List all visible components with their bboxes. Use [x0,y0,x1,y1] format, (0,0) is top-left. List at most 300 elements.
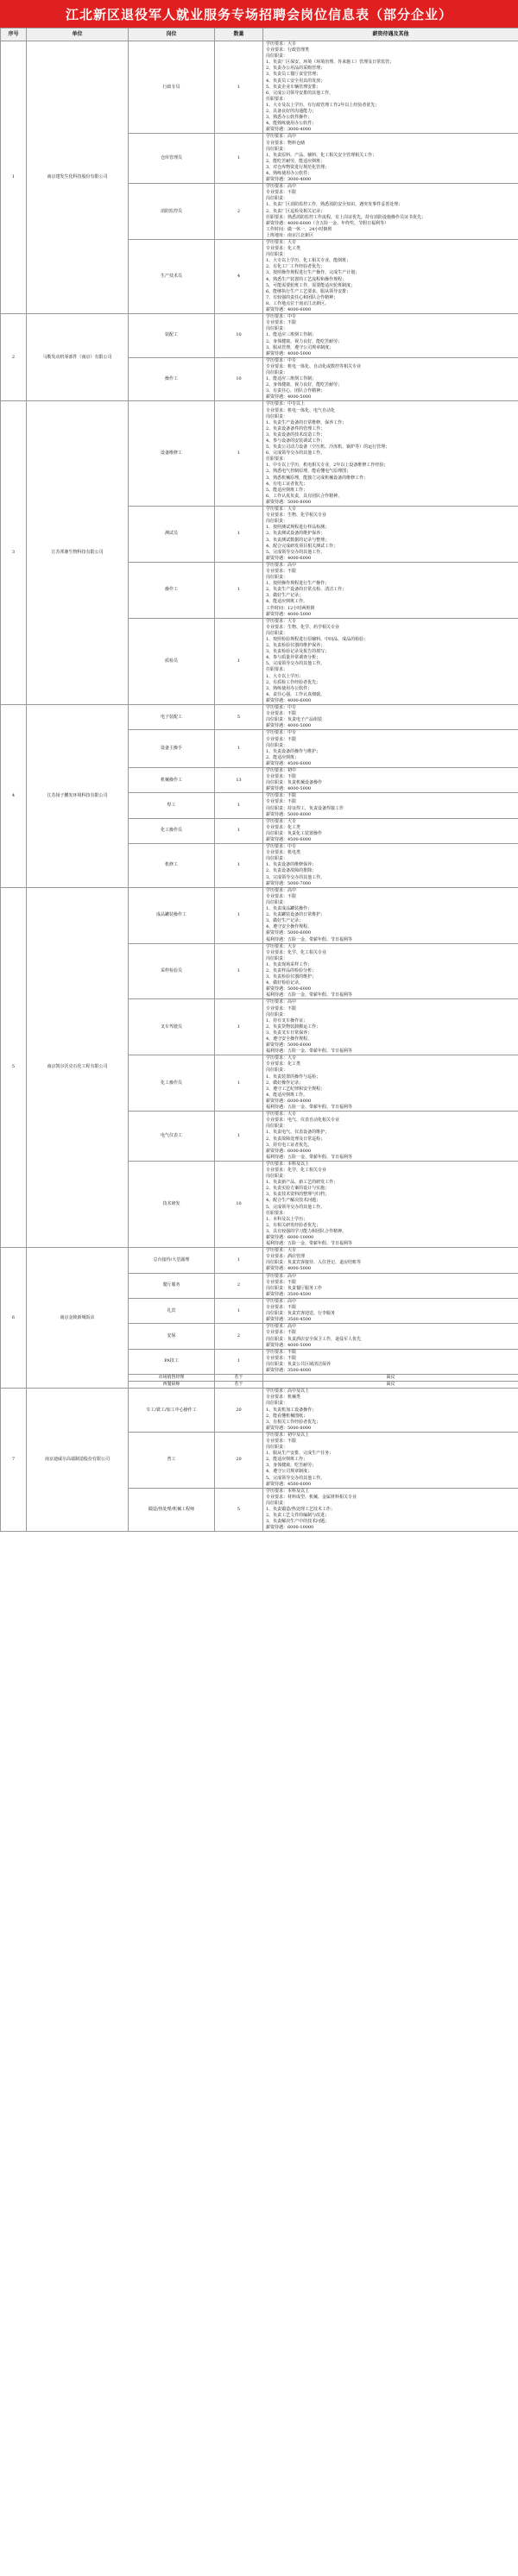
detail-line: 岗位职责：负责电子产品组装 [266,717,323,723]
position-detail [263,1055,518,1112]
detail-line: 4、遵守安全操作规程。 [266,924,313,930]
detail-line: 4、能适应倒班工作。 [266,1092,308,1098]
detail-line: 薪资待遇：4000-5000 [266,394,312,400]
company-name: 江苏扬子鹏发环境科技有限公司 [27,705,129,888]
detail-line: 专业要求：不限 [266,1305,297,1311]
detail-line: 6、工作认真负责，具有团队合作精神。 [266,493,343,499]
position-name: 锻造/热处理/机械工程师 [129,1488,215,1532]
detail-line: 2、负责样品的检验分析； [266,967,317,973]
detail-line: 2、能看懂机械图纸； [266,1413,308,1419]
detail-line: 7、有较强的责任心和团队合作精神； [266,294,338,300]
detail-line: 薪资待遇：6000-8000 [266,1098,312,1104]
detail-line: 3、完成领导交办的其他工作。 [266,874,325,880]
position-detail [263,357,518,401]
detail-line: 专业要求：不限 [266,1355,297,1361]
detail-line: 3、熟悉办公软件操作； [266,115,313,121]
detail-line: 岗位职责： [266,1011,288,1017]
position-detail [263,943,518,999]
detail-line: 学历要求：中专以上 [266,401,306,407]
position-name: 装配工 [129,314,215,358]
detail-line: 岗位职责： [266,575,288,581]
detail-line: 专业要求：生物、化学相关专业 [266,513,327,519]
detail-line: 专业要求：不限 [266,774,297,780]
position-detail [263,507,518,563]
detail-line: 5、完成领导交办的其他工作。 [266,661,325,667]
position-detail [263,314,518,358]
table-row [1,41,518,134]
detail-line: 6、能够执行生产工艺要求，服从领导安排； [266,288,351,294]
position-detail [263,240,518,314]
detail-line: 3、熟练使用办公软件； [266,685,313,691]
detail-line: 5、能适应倒班工作； [266,487,308,493]
detail-line: 2、负责工艺文件的编制与改进； [266,1513,330,1519]
detail-line: 岗位职责： [266,1124,288,1130]
detail-line: 2、身体健康，视力良好，能吃苦耐劳； [266,382,343,388]
row-number: 2 [1,314,27,401]
position-detail [263,705,518,730]
detail-line: 学历要求：高中 [266,1298,297,1304]
col-header-count: 数量 [215,28,263,41]
detail-line: 薪资待遇：4000-5000 [266,1266,312,1272]
detail-line: 岗位职责： [266,54,288,60]
detail-line: 2、有质检工作经验者优先； [266,679,321,685]
detail-line: 上班地址：南京江北新区 [266,232,314,238]
detail-line: 2、能适应倒班； [266,754,300,760]
detail-line: 专业要求：机械类 [266,1395,301,1401]
position-name: 市场销售经理 [129,1375,215,1382]
detail-line: 薪资待遇：6000-10000 [266,1525,314,1531]
detail-line: 薪资待遇：4000-6000 [266,307,312,313]
detail-line: 2、做好操作记录； [266,1080,304,1086]
detail-line: 1、负责新产品、新工艺的研发工作； [266,1180,338,1186]
detail-line: 1、大专以上学历，化工相关专业，能倒班； [266,258,351,264]
detail-line: 3、按照操作规程进行生产操作，完成生产计划； [266,270,360,276]
detail-line: 1、负责设备的维修保养； [266,862,317,868]
position-name: 礼宾 [129,1298,215,1323]
detail-line: 薪资待遇：3000-4000 [266,127,312,133]
detail-line: 岗位职责：负责酒店安全保卫工作，退役军人优先 [266,1336,362,1342]
detail-line: 专业要求：化工类 [266,246,301,252]
detail-line: 岗位职责： [266,1445,288,1451]
detail-line: 1、按照操作规程进行生产操作； [266,581,330,587]
position-detail [263,793,518,818]
detail-line: 薪资待遇：4000-6000 [266,697,312,703]
position-count: 1 [215,401,263,507]
position-detail [263,1389,518,1433]
table-row [1,887,518,943]
detail-line: 薪资待遇：4000-5000 [266,786,312,792]
table-row [1,314,518,358]
detail-line: 1、能适应三班倒工作制； [266,332,317,338]
detail-line: 1、负责设备的操作与维护； [266,748,321,754]
detail-line: 2、有相关研发经验者优先； [266,1222,321,1228]
table-body [1,41,518,1532]
position-count: 1 [215,1298,263,1323]
detail-line: 3、负责叉车日常保养； [266,1030,313,1036]
page-title: 江北新区退役军人就业服务专场招聘会岗位信息表（部分企业） [0,0,518,28]
position-name: 成品罐装操作工 [129,887,215,943]
position-count: 1 [215,1112,263,1162]
detail-line: 专业要求：材料成型、机械、金属材料相关专业 [266,1494,357,1500]
detail-line: 3、负责测试数据的记录与整理； [266,537,330,543]
detail-line: 岗位职责： [266,1068,288,1074]
company-name: 江苏邦鼎生物科技有限公司 [27,401,129,705]
detail-line: 3、做好生产记录； [266,593,304,599]
position-count: 1 [215,999,263,1055]
detail-line: 3、有责任心，团队合作精神； [266,388,325,394]
detail-line: 专业要求：不限 [266,1439,297,1444]
detail-line: 1、中专以上学历，机电相关专业，2年以上设备维修工作经验； [266,463,388,469]
detail-line: 2、负责检验仪器的维护保养； [266,643,325,649]
detail-line: 岗位职责：负责宾客接待、入住登记、退房结账等 [266,1260,362,1266]
detail-line: 5、完成领导交办的其他工作。 [266,549,325,555]
detail-line: 1、负责生产设备的日常维修、保养工作； [266,419,347,425]
detail-line: 2、负责设备故障的排除； [266,868,317,874]
detail-line: 1、负责机加工设备操作； [266,1407,317,1413]
detail-line: 学历要求：高中及以上 [266,1389,310,1395]
position-count: 1 [215,844,263,888]
detail-line: 专业要求：化工类 [266,1061,301,1068]
detail-line: 薪资待遇：5000-8000 [266,811,312,817]
detail-line: 学历要求：中专 [266,705,297,711]
position-count: 1 [215,618,263,704]
detail-line: 专业要求：机电类 [266,850,301,856]
detail-line: 5、完成领导交办的其他工作。 [266,1204,325,1210]
detail-line: 岗位职责： [266,1500,288,1506]
position-detail [263,1375,518,1382]
detail-line: 岗位职责： [266,146,288,152]
detail-line: 专业要求：不限 [266,190,297,196]
detail-line: 薪资待遇：4000-6000 [266,555,312,561]
detail-line: 2、熟悉电气控制原理，能看懂电气原理图； [266,469,351,475]
detail-line: 2、负责生产设备的日常点检、清洁工作； [266,587,347,593]
row-number: 6 [1,1248,27,1389]
position-count: 1 [215,943,263,999]
position-detail [263,1488,518,1532]
company-name: 南京凯尔沃克石化工程有限公司 [27,887,129,1247]
position-name: 安保 [129,1324,215,1349]
detail-line: 5、完成领导交办的其他工作。 [266,1475,325,1481]
position-name: 化工操作员 [129,818,215,843]
detail-line: 专业要求：电气、仪表自动化相关专业 [266,1118,340,1124]
detail-line: 福利待遇：五险一金、带薪年假、节日福利等 [266,1049,353,1055]
position-detail [263,730,518,768]
detail-line: 1、负责现场采样工作； [266,961,313,967]
detail-line: 任职要求： [266,667,288,673]
position-name: 行政专员 [129,41,215,134]
position-count: 1 [215,41,263,134]
position-count: 若干 [215,1382,263,1389]
detail-line: 1、负责装置的操作与巡检； [266,1074,321,1080]
position-count: 1 [215,793,263,818]
position-count: 2 [215,184,263,240]
detail-line: 任职要求： [266,457,288,463]
detail-line: 薪资待遇：5000-8000 [266,1425,312,1431]
detail-line: 学历要求：高中 [266,1273,297,1279]
detail-line: 1、负责成品罐装操作； [266,906,313,912]
position-count: 1 [215,562,263,618]
position-name: 电子装配工 [129,705,215,730]
detail-line: 专业要求：化学、化工相关专业 [266,949,327,955]
detail-line: 薪资待遇：4000-5000 [266,611,312,617]
detail-line: 3、持有电工证者优先。 [266,1142,313,1148]
position-count: 10 [215,357,263,401]
detail-line: 学历要求：大专 [266,618,297,624]
detail-line: 3、负责解决生产中的技术问题； [266,1519,330,1525]
detail-line: 薪资待遇：5000-7000 [266,880,312,886]
position-name: 焊工 [129,793,215,818]
detail-line: 5、可能需要轮班工作，需要能适应轮班制度； [266,282,356,288]
detail-line: 4、能适应倒班工作。 [266,599,308,605]
detail-line: 3、负责检验记录及报告的填写； [266,649,330,655]
position-name: 西餐厨师 [129,1382,215,1389]
detail-line: 学历要求：大专 [266,943,297,949]
detail-line: 4、责任心强，工作认真细致。 [266,691,325,697]
position-detail [263,1298,518,1323]
detail-line: 2、能吃苦耐劳，能适应倒班； [266,158,325,164]
detail-line: 3、负责员工餐厅食堂管理； [266,72,321,78]
detail-line: 3、负责设备的技术改造工作； [266,431,325,438]
detail-line: 2、负责厂区巡检及相关记录； [266,208,325,214]
position-count: 2 [215,1273,263,1298]
position-count: 1 [215,887,263,943]
row-number: 1 [1,41,27,314]
detail-line: 专业要求：行政管理类 [266,47,310,54]
position-detail [263,41,518,134]
detail-line: 1、负责厂区保安、环境（环境治理、外来施工）管理及日常监管； [266,60,395,66]
position-name: 仓库管理员 [129,134,215,184]
detail-line: 1、能适应三班倒工作制； [266,376,317,382]
position-name: 质检员 [129,618,215,704]
detail-line: 4、做好检验记录。 [266,980,304,986]
row-number: 5 [1,887,27,1247]
detail-line: 学历要求：大专 [266,1112,297,1118]
detail-line: 岗位职责： [266,630,288,636]
detail-line: 1、服从生产安排，完成生产任务； [266,1451,334,1457]
detail-line: 专业要求：酒店管理 [266,1254,306,1260]
detail-line: 薪资待遇：4500-6000 [266,837,312,842]
detail-line: 岗位职责： [266,955,288,961]
detail-line: 学历要求：大专 [266,41,297,47]
position-count: 2 [215,1324,263,1349]
detail-line: 岗位职责：负责公共区域清洁保养 [266,1361,332,1367]
position-count: 1 [215,1349,263,1374]
detail-line: 4、参与质量异常调查分析； [266,655,321,661]
detail-line: 1、负责厂区消防监控工作，熟悉消防安全知识，遇突发事件妥善处理； [266,202,403,208]
position-name: 机械操作工 [129,767,215,792]
detail-line: 1、负责电气、仪表设备的维护； [266,1130,330,1136]
position-name: 操作工 [129,357,215,401]
company-name: 南京建发生化科技股份有限公司 [27,41,129,314]
position-name: 电气仪表工 [129,1112,215,1162]
position-count: 1 [215,730,263,768]
detail-line: 任职要求： [266,1210,288,1216]
detail-line: 3、做好生产记录； [266,918,304,924]
detail-line: 岗位职责： [266,856,288,862]
detail-line: 5、负责企业车辆管理安排； [266,84,321,90]
detail-line: 3、有相关工作经验者优先； [266,1419,321,1425]
detail-line: 专业要求：物料仓储 [266,140,306,146]
position-name: 化工操作员 [129,1055,215,1112]
detail-line: 学历要求：不限 [266,1349,297,1355]
position-name: 设备主操手 [129,730,215,768]
position-name: 操作工 [129,562,215,618]
detail-line: 薪资待遇：5000-6000 [266,1042,312,1049]
position-detail [263,184,518,240]
detail-line: 2、负责故障处理及日常巡检； [266,1136,325,1142]
detail-line: 学历要求：大专 [266,1248,297,1254]
detail-line: 3、身体健康，吃苦耐劳； [266,1463,317,1469]
detail-line: 学历要求：初中 [266,767,297,773]
detail-line: 专业要求：不限 [266,736,297,742]
detail-line: 2、身体健康，视力良好，能吃苦耐劳； [266,338,343,344]
detail-line: 薪资待遇：4000-5000 [266,723,312,729]
detail-line: 薪资待遇：3500-4500 [266,1291,312,1297]
detail-line: 2、负责实验方案的设计与实施； [266,1186,330,1192]
detail-line: 4、熟练使用办公软件； [266,170,313,176]
detail-line: 2、负责货物装卸搬运工作； [266,1023,321,1030]
detail-line: 2、具备良好的沟通能力； [266,109,317,115]
position-name: 车工/铣工/加工中心操作工 [129,1389,215,1433]
detail-line: 学历要求：高中 [266,184,297,190]
detail-line: 学历要求：本科及以上 [266,1161,310,1167]
col-header-position: 岗位 [129,28,215,41]
position-count: 1 [215,507,263,563]
detail-line: 岗位职责： [266,196,288,202]
detail-line: 薪资待遇：6000-8000 [266,1148,312,1154]
detail-line: 岗位职责： [266,413,288,419]
detail-line: 1、按照测试规程进行样品检测； [266,525,330,531]
position-count: 5 [215,705,263,730]
detail-line: 岗位职责：负责餐厅服务工作 [266,1285,323,1291]
detail-line: 1、负责原料、产品、辅料、化工相关安全管理相关工作； [266,152,377,158]
detail-line: 学历要求：初中及以上 [266,1432,310,1438]
position-name: 普工 [129,1432,215,1488]
detail-line: 学历要求：高中 [266,562,297,568]
detail-line: 薪资待遇：4500-6000 [266,1481,312,1487]
detail-line: 3、服从管理，遵守公司规章制度； [266,344,334,350]
detail-line: 1、按照检验规程进行原辅料、中间品、成品的检验； [266,637,369,642]
position-name: 采样检验员 [129,943,215,999]
position-detail [263,1248,518,1273]
position-name: PA技工 [129,1349,215,1374]
detail-line: 福利待遇：五险一金、带薪年假、节日福利等 [266,1241,353,1247]
detail-line: 岗位职责： [266,1401,288,1407]
position-detail [263,134,518,184]
detail-line: 2、能适应倒班工作； [266,1457,308,1463]
detail-line: 学历要求：高中 [266,1324,297,1330]
detail-line: 学历要求：大专 [266,1055,297,1061]
position-count: 20 [215,1432,263,1488]
position-detail [263,1432,518,1488]
position-count: 5 [215,1488,263,1532]
detail-line: 学历要求：高中 [266,887,297,893]
position-count: 13 [215,767,263,792]
detail-line: 2、负责罐装设备的日常维护； [266,912,325,918]
detail-line: 学历要求：不限 [266,793,297,799]
detail-line: 学历要求：中专 [266,730,297,736]
position-detail [263,562,518,618]
position-name: 测试员 [129,507,215,563]
position-count: 若干 [215,1375,263,1382]
table-row [1,705,518,730]
detail-line: 学历要求：高中 [266,134,297,140]
detail-line: 薪资待遇：5000-8000 [266,499,312,505]
position-count: 1 [215,134,263,184]
detail-line: 1、本科及以上学历； [266,1216,308,1222]
detail-line: 4、配合完成研发项目相关测试工作； [266,543,338,549]
detail-line: 薪资待遇：5000-6000 [266,986,312,992]
detail-line: 岗位职责： [266,252,288,258]
detail-line: 学历要求：大专 [266,240,297,245]
position-detail [263,999,518,1055]
detail-line: 专业要求：不限 [266,320,297,326]
position-count: 1 [215,1055,263,1112]
position-detail [263,1161,518,1247]
detail-line: 2、负责办公用品的采购管理； [266,66,325,72]
detail-line: 岗位职责：负责机械设备操作 [266,780,323,786]
table-bottom-space [0,1532,518,1558]
detail-line: 专业要求：不限 [266,1279,297,1285]
detail-line: 专业要求：生物、化学、药学相关专业 [266,624,340,630]
row-number: 7 [1,1389,27,1532]
detail-line: 福利待遇：五险一金、带薪年假、节日福利等 [266,992,353,998]
position-detail [263,1324,518,1349]
detail-line: 面议 [386,1375,395,1381]
company-name: 马勒发动机零部件（南京）有限公司 [27,314,129,401]
detail-line: 6、完成领导交办的其他工作。 [266,450,325,457]
position-detail [263,1273,518,1298]
col-header-no: 序号 [1,28,27,41]
detail-line: 薪资待遇：3500-4500 [266,1317,312,1323]
position-count: 10 [215,314,263,358]
detail-line: 岗位职责：负责化工装置操作 [266,830,323,836]
row-number: 3 [1,401,27,705]
detail-line: 4、遵守公司规章制度； [266,1469,313,1475]
detail-line: 1、大专以上学历； [266,673,304,679]
detail-line: 2、有化工厂工作经验者优先； [266,264,325,270]
detail-line: 专业要求：化工类 [266,824,301,830]
detail-line: 薪资待遇：3500-4000 [266,1367,312,1373]
detail-line: 2、负责测试设备的维护保养； [266,531,325,537]
detail-line: 4、负责员工安全用具的发放； [266,78,325,84]
detail-line: 学历要求：高中 [266,999,297,1005]
detail-line: 4、熟悉生产装置的工艺流程和操作规程； [266,276,347,282]
detail-line: 薪资待遇：5000-6000 [266,930,312,936]
detail-line: 3、具有较强的学习能力和团队合作精神。 [266,1228,347,1234]
col-header-detail: 薪资待遇及其他 [263,28,518,41]
position-name: 设备维修工 [129,401,215,507]
detail-line: 薪资待遇：3000-4000 [266,177,312,183]
detail-line: 岗位职责： [266,326,288,332]
table-row [1,1389,518,1433]
company-name: 南京金陵新城饭店 [27,1248,129,1389]
position-detail [263,887,518,943]
detail-line: 岗位职责： [266,1174,288,1180]
detail-line: 1、持有叉车操作证； [266,1017,308,1023]
position-detail [263,1382,518,1389]
row-number: 4 [1,705,27,888]
detail-line: 面议 [386,1382,395,1388]
detail-line: 1、负责锻造/热处理工艺技术工作； [266,1507,335,1513]
detail-line: 学历要求：本科及以上 [266,1488,310,1494]
position-name: 消防监控员 [129,184,215,240]
detail-line: 工作时间：做一休一，24小时倒班 [266,226,332,232]
position-name: 技术研发 [129,1161,215,1247]
position-name: 机修工 [129,844,215,888]
detail-line: 岗位职责： [266,742,288,748]
detail-line: 学历要求：大专 [266,818,297,824]
